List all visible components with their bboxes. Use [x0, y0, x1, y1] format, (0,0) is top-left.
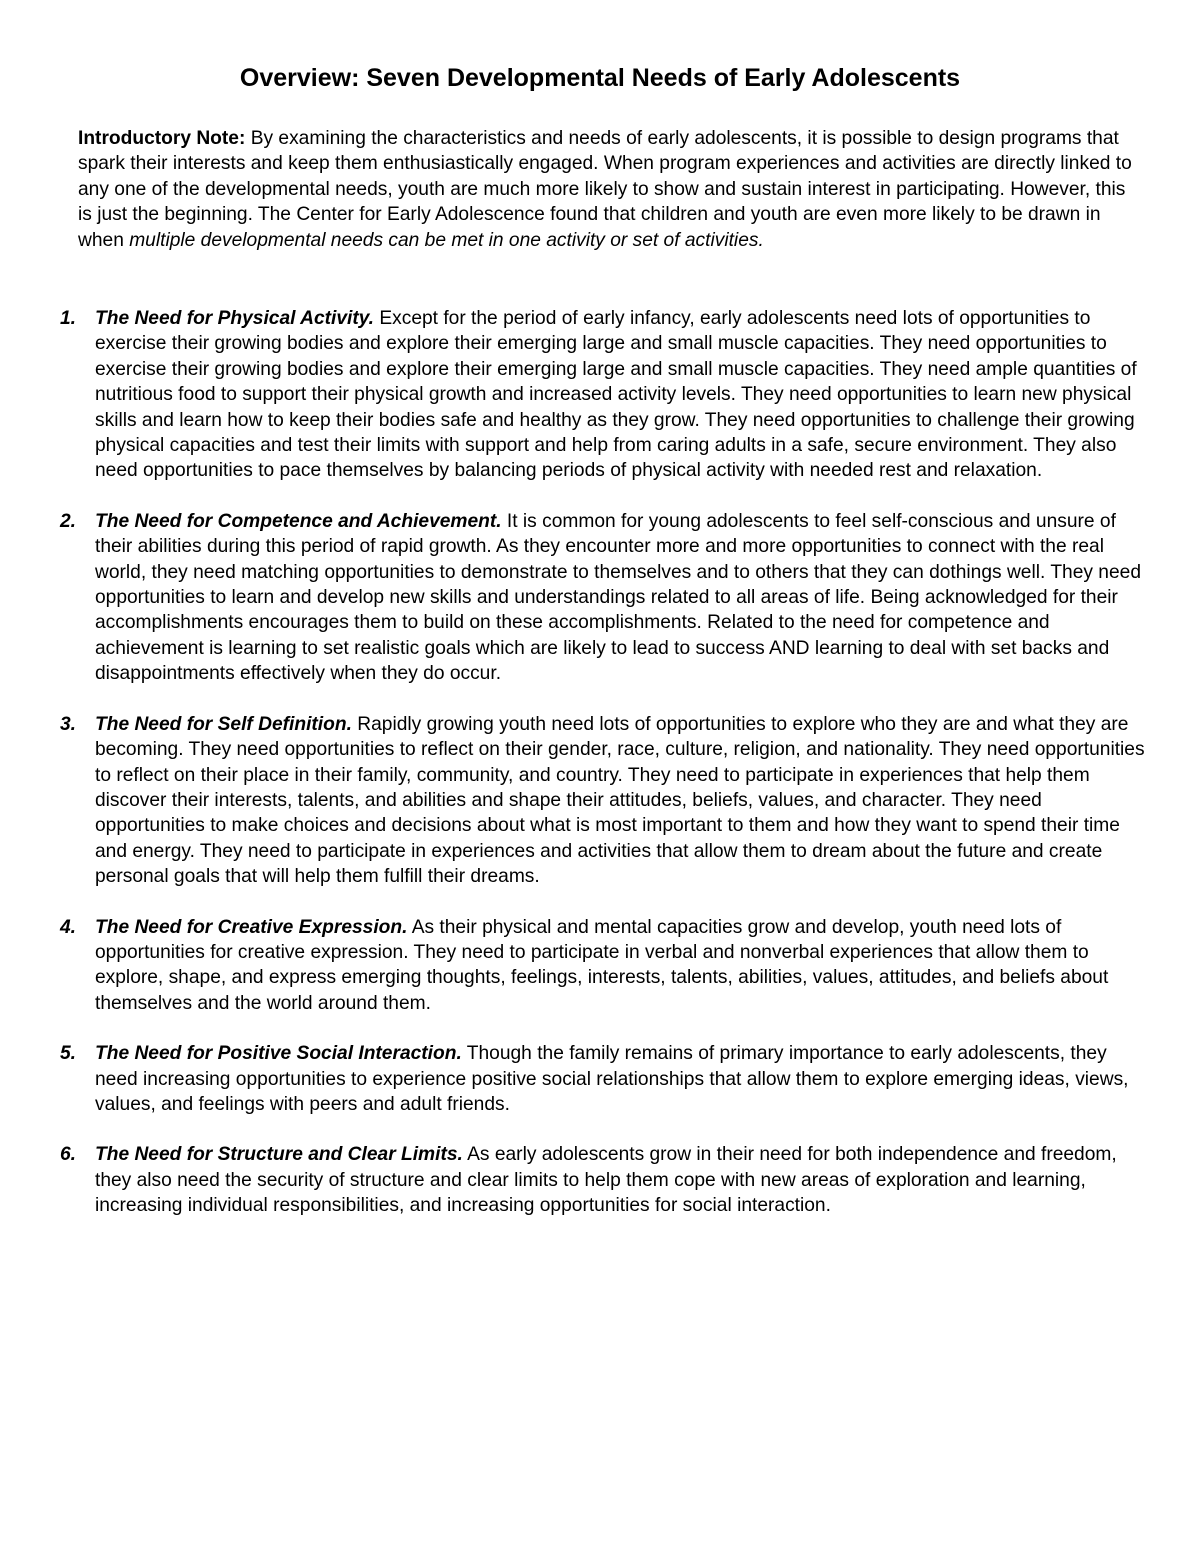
need-text: It is common for young adolescents to feel self-conscious and unsure of their abilities during this period of rapid growth. As they encounter more and more opportunities to connect with the real world, they need matching opportunities to demonstrate to themselves and to others that they can dothings well. They need opportunities to learn and develop new skills and understandings related to all areas of life. Being acknowledged for their accomplishments encourages them to build on these accomplishments. Related to the need for competence and achievement is learning to set realistic goals which are likely to lead to success AND learning to deal with set backs and disappointments effectively when they do occur. [95, 510, 1141, 685]
need-text: Except for the period of early infancy, early adolescents need lots of opportunities to exercise their growing bodies and explore their emerging large and small muscle capacities. They need opportunities to exercise their growing bodies and explore their emerging large and small muscle capacities. They need ample quantities of nutritious food to support their physical growth and increased activity levels. They need opportunities to learn new physical skills and learn how to keep their bodies safe and healthy as they grow. They need opportunities to challenge their growing physical capacities and test their limits with support and help from caring adults in a safe, secure environment. They also need opportunities to pace themselves by balancing periods of physical activity with needed rest and relaxation. [95, 308, 1137, 482]
need-item-creative-expression [0, 915, 1145, 1017]
need-number: 4. [60, 916, 77, 938]
need-number: 2. [60, 510, 77, 532]
need-item-physical-activity [0, 306, 1145, 484]
introductory-note [78, 126, 1143, 253]
need-item-competence-achievement [0, 509, 1145, 687]
need-text: Rapidly growing youth need lots of opportunities to explore who they are and what they are becoming. They need opportunities to reflect on their gender, race, culture, religion, and nationality. They need opportunities to reflect on their place in their family, community, and country. They need to participate in experiences that help them discover their interests, talents, and abilities and shape their attitudes, beliefs, values, and character. They need opportunities to make choices and decisions about what is most important to them and how they want to spend their time and energy. They need to participate in experiences and activities that allow them to dream about the future and create personal goals that will help them fulfill their dreams. [95, 713, 1145, 888]
need-heading: The Need for Physical Activity. [95, 308, 375, 329]
need-number: 6. [60, 1144, 77, 1166]
need-number: 5. [60, 1043, 77, 1065]
need-heading: The Need for Positive Social Interaction. [95, 1043, 462, 1065]
need-number: 1. [60, 308, 77, 329]
intro-text: By examining the characteristics and needs of early adolescents, it is possible to design programs that spark their interests and keep them enthusiastically engaged. When program experiences and activities are directly linked to any one of the developmental needs, youth are much more likely to show and sustain interest in participating. However, this is just the beginning. The Center for Early Adolescence found that children and youth are even more likely to be drawn in when [78, 128, 1132, 251]
need-text: As early adolescents grow in their need for both independence and freedom, they also need the security of structure and clear limits to help them cope with new areas of exploration and learning, increasing individual responsibilities, and increasing opportunities for social interaction. [95, 1144, 1117, 1217]
intro-italic-text: multiple developmental needs can be met in one activity or set of activities. [129, 229, 764, 251]
needs-list [0, 306, 1200, 1244]
need-item-positive-social-interaction [0, 1041, 1145, 1117]
need-heading: The Need for Self Definition. [95, 713, 352, 735]
need-heading: The Need for Competence and Achievement. [95, 510, 502, 532]
need-text: Though the family remains of primary importance to early adolescents, they need increasing opportunities to experience positive social relationships that allow them to explore emerging ideas, views, values, and feelings with peers and adult friends. [95, 1043, 1129, 1115]
need-number: 3. [60, 713, 77, 735]
need-item-self-definition [0, 712, 1145, 890]
need-heading: The Need for Structure and Clear Limits. [95, 1144, 463, 1166]
need-heading: The Need for Creative Expression. [95, 916, 408, 938]
need-text: As their physical and mental capacities grow and develop, youth need lots of opportunities for creative expression. They need to participate in verbal and nonverbal experiences that allow them to explore, shape, and express emerging thoughts, feelings, interests, talents, abilities, values, attitudes, and beliefs about themselves and the world around them. [95, 916, 1109, 1014]
page-title: Overview: Seven Developmental Needs of Early Adolescents [239, 64, 961, 92]
need-item-structure-clear-limits [0, 1142, 1145, 1218]
intro-label: Introductory Note: [78, 128, 246, 149]
